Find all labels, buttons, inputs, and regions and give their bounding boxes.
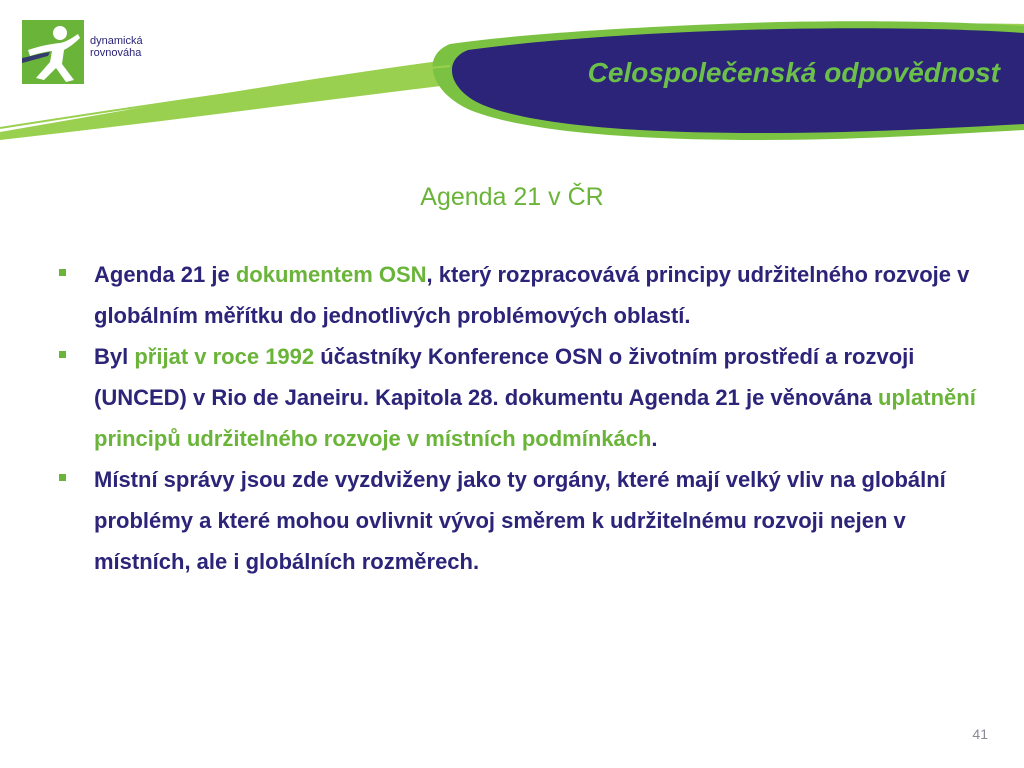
bullet-text: . [651, 426, 658, 451]
dynamicka-rovnovaha-logo [22, 20, 84, 84]
logo-wordmark [90, 35, 143, 59]
bullet-item [56, 254, 986, 336]
square-bullet-icon [59, 474, 66, 481]
bullet-highlight: přijat v roce 1992 [134, 344, 315, 369]
square-bullet-icon [59, 269, 66, 276]
bullet-text: , který rozpracovává principy udržitelného rozvoje v globálním měřítku do jednotlivých problémových oblastí. [94, 262, 970, 328]
bullet-list [56, 254, 986, 582]
section-title: Celospolečenská odpovědnost [587, 57, 1000, 88]
slide-title: Agenda 21 v ČR [420, 183, 604, 211]
logo-line-2: rovnováha [90, 47, 142, 59]
bullet-highlight: uplatnění principů udržitelného rozvoje v místních podmínkách [94, 385, 976, 451]
bullet-item [56, 459, 986, 582]
page-number: 41 [972, 726, 988, 742]
bullet-text: Místní správy jsou zde vyzdviženy jako ty orgány, které mají velký vliv na globální problémy a které mohou ovlivnit vývoj směrem k udržitelnému rozvoji nejen v místních, ale i globálních rozměrech. [94, 467, 946, 574]
logo-line-1: dynamická [90, 35, 143, 47]
bullet-item [56, 336, 986, 459]
bullet-highlight: dokumentem OSN [235, 262, 427, 287]
bullet-text: Byl [94, 344, 135, 369]
bullet-text: účastníky Konference OSN o životním prostředí a rozvoji (UNCED) v Rio de Janeiru. Kapitola 28. dokumentu Agenda 21 je věnována [94, 344, 915, 410]
bullet-text: Agenda 21 je [94, 262, 236, 287]
square-bullet-icon [59, 351, 66, 358]
